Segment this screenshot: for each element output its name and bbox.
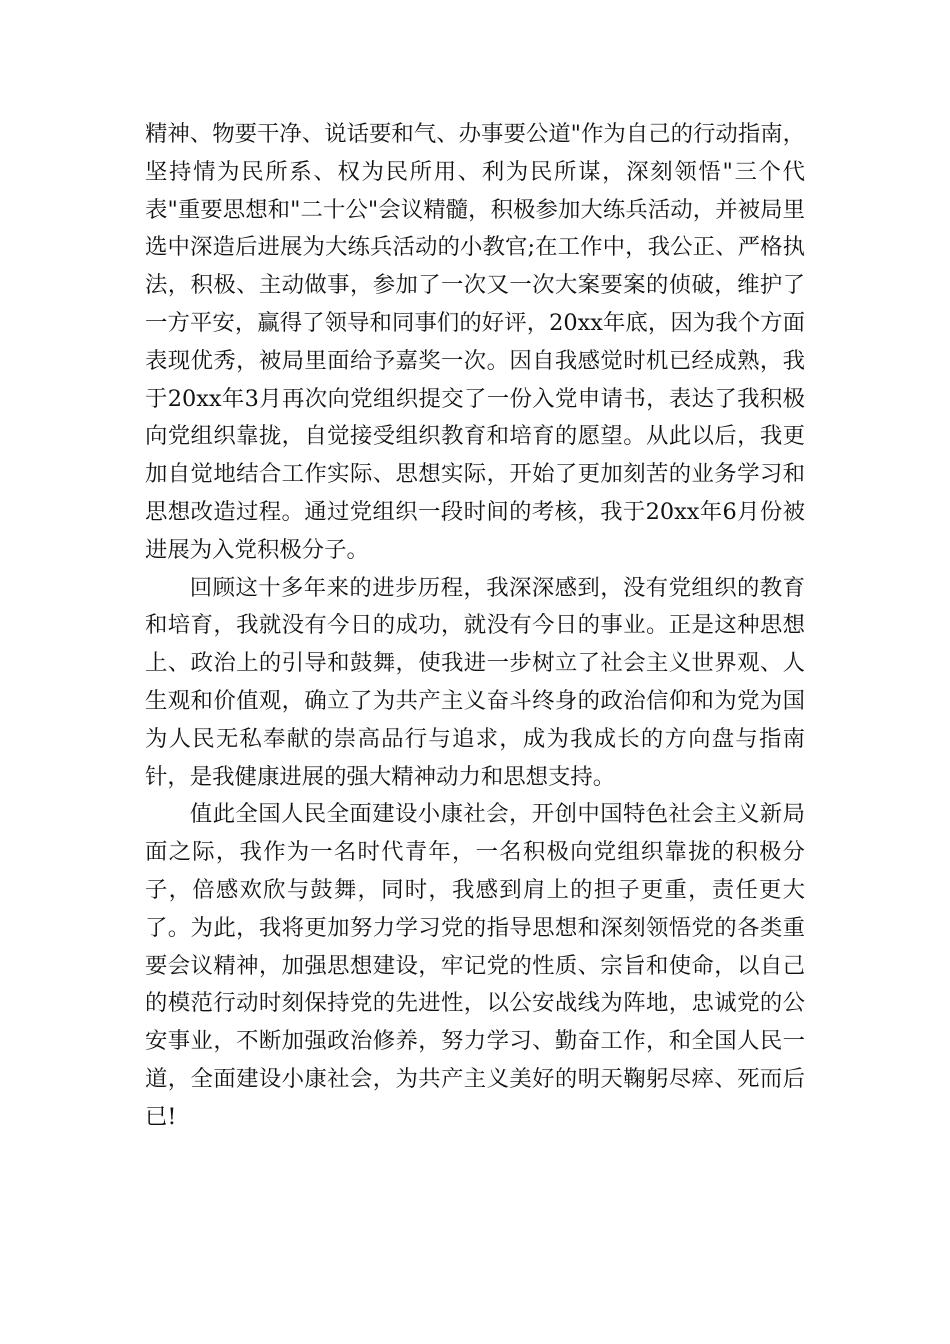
paragraph-review: 回顾这十多年来的进步历程，我深深感到，没有党组织的教育和培育，我就没有今日的成功，就没有今日的事业。正是这种思想上、政治上的引导和鼓舞，使我进一步树立了社会主义世界观、人生观和价值观，确立了为共产主义奋斗终身的政治信仰和为党为国为人民无私奉献的崇高品行与追求，成为我成长的方向盘与指南针，是我健康进展的强大精神动力和思想支持。: [145, 574, 805, 790]
paragraph-resolution: 值此全国人民全面建设小康社会，开创中国特色社会主义新局面之际，我作为一名时代青年，一名积极向党组织靠拢的积极分子，倍感欢欣与鼓舞，同时，我感到肩上的担子更重，责任更大了。为此，我将更加努力学习党的指导思想和深刻领悟党的各类重要会议精神，加强思想建设，牢记党的性质、宗旨和使命，以自己的模范行动时刻保持党的先进性，以公安战线为阵地，忠诚党的公安事业，不断加强政治修养，努力学习、勤奋工作，和全国人民一道，全面建设小康社会，为共产主义美好的明天鞠躬尽瘁、死而后已!: [145, 801, 805, 1130]
paragraph-continuation: 精神、物要干净、说话要和气、办事要公道"作为自己的行动指南，坚持情为民所系、权为民所用、利为民所谋，深刻领悟"三个代表"重要思想和"二十公"会议精髓，积极参加大练兵活动，并被局里选中深造后进展为大练兵活动的小教官;在工作中，我公正、严格执法，积极、主动做事，参加了一次又一次大案要案的侦破，维护了一方平安，赢得了领导和同事们的好评，20xx年底，因为我个方面表现优秀，被局里面给予嘉奖一次。因自我感觉时机已经成熟，我于20xx年3月再次向党组织提交了一份入党申请书，表达了我积极向党组织靠拢，自觉接受组织教育和培育的愿望。从此以后，我更加自觉地结合工作实际、思想实际，开始了更加刻苦的业务学习和思想改造过程。通过党组织一段时间的考核，我于20xx年6月份被进展为入党积极分子。: [145, 121, 805, 563]
body-text: [145, 116, 805, 1137]
